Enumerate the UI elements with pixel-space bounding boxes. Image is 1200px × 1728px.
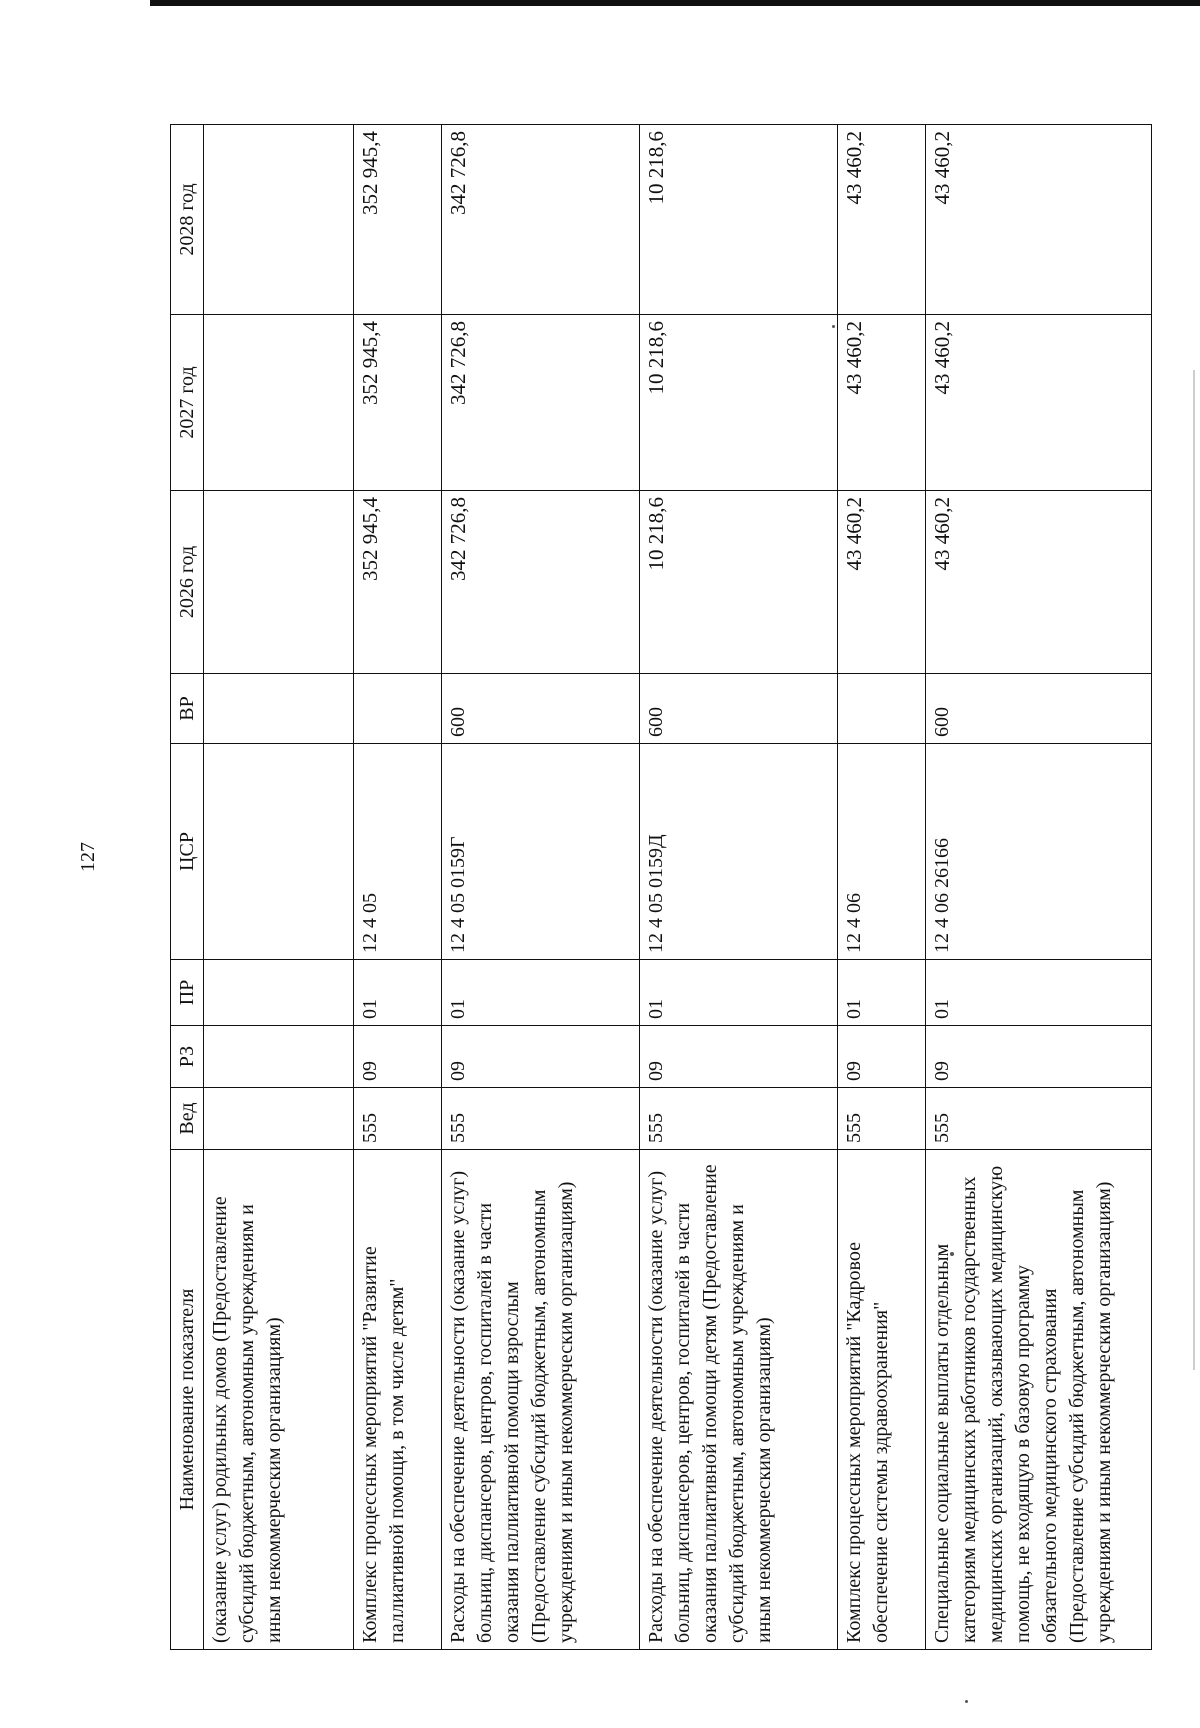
cell-2026: 342 726,8	[442, 491, 640, 674]
cell-vr: 600	[442, 674, 640, 744]
cell-name: Расходы на обеспечение деятельности (оказание услуг) больниц, диспансеров, центров, госпиталей в части оказания паллиативной помощи взрослым (Предоставление субсидий бюджетным, автономным учреждениям и иным некоммерческим организациям)	[442, 1150, 640, 1650]
cell-ved: 555	[354, 1088, 442, 1150]
table-header-row	[171, 125, 204, 1650]
cell-2026: 352 945,4	[354, 491, 442, 674]
rotated-table-container	[170, 125, 1130, 1650]
cell-vr	[204, 674, 354, 744]
cell-pr: 01	[354, 960, 442, 1026]
cell-name: Расходы на обеспечение деятельности (оказание услуг) больниц, диспансеров, центров, госпиталей в части оказания паллиативной помощи детям (Предоставление субсидий бюджетным, автономным учреждениям и иным некоммерческим организациям)	[640, 1150, 838, 1650]
table-row	[838, 125, 926, 1650]
cell-csr: 12 4 06 26166	[926, 744, 1152, 960]
cell-ved: 555	[640, 1088, 838, 1150]
cell-2028: 10 218,6	[640, 125, 838, 315]
table-row	[442, 125, 640, 1650]
cell-rz: 09	[442, 1026, 640, 1088]
cell-name: Комплекс процессных мероприятий "Развитие паллиативной помощи, в том числе детям"	[354, 1150, 442, 1650]
cell-rz: 09	[926, 1026, 1152, 1088]
cell-ved: 555	[926, 1088, 1152, 1150]
cell-csr: 12 4 05	[354, 744, 442, 960]
cell-2028: 43 460,2	[926, 125, 1152, 315]
cell-2027: 43 460,2	[838, 315, 926, 491]
scan-speck	[965, 1700, 968, 1703]
header-csr: ЦСР	[171, 744, 204, 960]
header-rz: РЗ	[171, 1026, 204, 1088]
cell-vr	[838, 674, 926, 744]
cell-rz: 09	[354, 1026, 442, 1088]
header-name: Наименование показателя	[171, 1150, 204, 1650]
cell-2028	[204, 125, 354, 315]
table-row	[926, 125, 1152, 1650]
cell-pr: 01	[442, 960, 640, 1026]
cell-2027	[204, 315, 354, 491]
cell-csr: 12 4 06	[838, 744, 926, 960]
header-2026: 2026 год	[171, 491, 204, 674]
cell-csr	[204, 744, 354, 960]
header-vr: ВР	[171, 674, 204, 744]
table-row	[640, 125, 838, 1650]
header-2027: 2027 год	[171, 315, 204, 491]
cell-2026: 10 218,6	[640, 491, 838, 674]
cell-rz: 09	[838, 1026, 926, 1088]
header-pr: ПР	[171, 960, 204, 1026]
page-number: 127	[77, 842, 99, 872]
cell-2028: 342 726,8	[442, 125, 640, 315]
cell-name: Комплекс процессных мероприятий "Кадровое обеспечение системы здравоохранения"	[838, 1150, 926, 1650]
budget-table	[170, 124, 1152, 1650]
table-row	[204, 125, 354, 1650]
cell-ved: 555	[442, 1088, 640, 1150]
header-ved: Вед	[171, 1088, 204, 1150]
cell-vr: 600	[640, 674, 838, 744]
cell-csr: 12 4 05 0159Г	[442, 744, 640, 960]
cell-rz: 09	[640, 1026, 838, 1088]
page-top-edge	[150, 0, 1200, 6]
table-row	[354, 125, 442, 1650]
cell-ved: 555	[838, 1088, 926, 1150]
cell-vr: 600	[926, 674, 1152, 744]
cell-csr: 12 4 05 0159Д	[640, 744, 838, 960]
cell-2028: 43 460,2	[838, 125, 926, 315]
cell-pr: 01	[838, 960, 926, 1026]
cell-2026: 43 460,2	[926, 491, 1152, 674]
cell-pr: 01	[926, 960, 1152, 1026]
cell-2026: 43 460,2	[838, 491, 926, 674]
cell-2027: 342 726,8	[442, 315, 640, 491]
cell-pr	[204, 960, 354, 1026]
cell-2026	[204, 491, 354, 674]
cell-2027: 10 218,6	[640, 315, 838, 491]
cell-vr	[354, 674, 442, 744]
cell-name: (оказание услуг) родильных домов (Предоставление субсидий бюджетным, автономным учреждениям и иным некоммерческим организациям)	[204, 1150, 354, 1650]
cell-rz	[204, 1026, 354, 1088]
header-2028: 2028 год	[171, 125, 204, 315]
cell-pr: 01	[640, 960, 838, 1026]
cell-2027: 43 460,2	[926, 315, 1152, 491]
cell-2027: 352 945,4	[354, 315, 442, 491]
cell-2028: 352 945,4	[354, 125, 442, 315]
cell-ved	[204, 1088, 354, 1150]
cell-name: Специальные социальные выплаты отдельным категориям медицинских работников государственных медицинских организаций, оказывающих медицинскую помощь, не входящую в базовую программу обязательного медицинского страхования (Предоставление субсидий бюджетным, автономным учреждениям и иным некоммерческим организациям)	[926, 1150, 1152, 1650]
scan-right-rule	[1193, 370, 1195, 1370]
